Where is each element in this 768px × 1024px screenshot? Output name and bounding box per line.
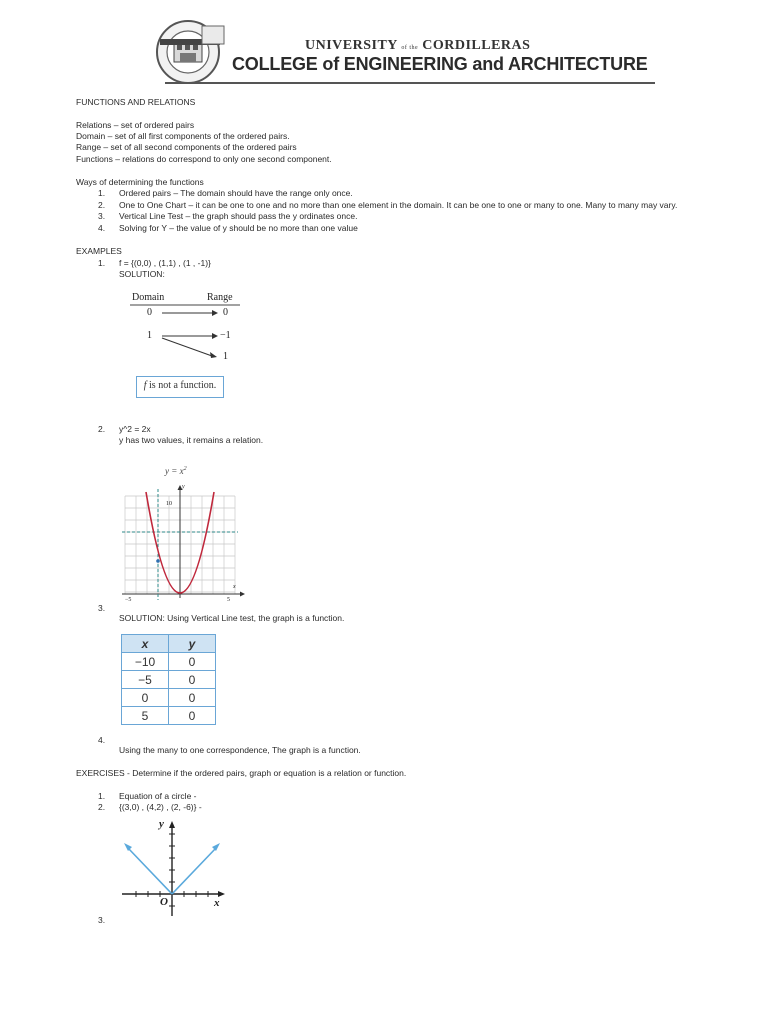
table-cell: 5 xyxy=(122,707,169,725)
example-2-number: 2. xyxy=(98,424,106,434)
example-1-solution-label: SOLUTION: xyxy=(119,269,165,279)
example-1-text: f = {(0,0) , (1,1) , (1 , -1)} xyxy=(119,258,211,268)
parabola-tick-y10: 10 xyxy=(166,501,172,507)
university-name: UNIVERSITY of the CORDILLERAS xyxy=(305,38,531,53)
graph-x-label: x xyxy=(214,897,220,909)
parabola-x-label: x xyxy=(233,584,236,590)
ways-item-text: Solving for Y – the value of y should be no more than one value xyxy=(119,223,358,233)
exercise-number: 1. xyxy=(98,791,106,801)
definition-range: Range – set of all second components of the ordered pairs xyxy=(76,142,297,152)
table-cell: 0 xyxy=(169,689,216,707)
ways-heading: Ways of determining the functions xyxy=(76,177,204,187)
not-function-callout xyxy=(136,376,224,398)
table-cell: 0 xyxy=(122,689,169,707)
table-row xyxy=(122,707,216,725)
parabola-y-label: y xyxy=(182,484,185,490)
table-cell: −5 xyxy=(122,671,169,689)
example-1-number: 1. xyxy=(98,258,106,268)
parabola-tick-xneg5: −5 xyxy=(125,597,132,603)
mapping-range-label: Range xyxy=(207,292,233,303)
table-header-row xyxy=(122,635,216,653)
header-divider xyxy=(165,82,655,84)
example-4-number: 4. xyxy=(98,735,106,745)
definition-domain: Domain – set of all first components of the ordered pairs. xyxy=(76,131,290,141)
ways-item-text: One to One Chart – it can be one to one and no more than one element in the domain. It can be one to one or many to one. Many to many may vary. xyxy=(119,200,678,210)
ways-item-number: 4. xyxy=(98,223,106,233)
parabola-tick-x5: 5 xyxy=(227,597,230,603)
xy-table xyxy=(121,634,216,725)
example-3-number: 3. xyxy=(98,603,106,613)
example-2-equation: y^2 = 2x xyxy=(119,424,151,434)
exercise-text: {(3,0) , (4,2) , (2, -6)} - xyxy=(119,802,202,812)
graph-origin-label: O xyxy=(160,896,168,908)
table-row xyxy=(122,671,216,689)
not-function-text: f is not a function. xyxy=(143,380,217,391)
table-header: y xyxy=(169,635,216,653)
exercise-text: Equation of a circle - xyxy=(119,791,197,801)
table-row xyxy=(122,689,216,707)
mapping-domain-value: 0 xyxy=(147,307,152,318)
examples-heading: EXAMPLES xyxy=(76,246,122,256)
table-header: x xyxy=(122,635,169,653)
table-cell: 0 xyxy=(169,707,216,725)
exercise-number: 2. xyxy=(98,802,106,812)
mapping-range-value: −1 xyxy=(220,330,231,341)
exercise-3-number: 3. xyxy=(98,915,106,925)
table-cell: 0 xyxy=(169,653,216,671)
graph-y-label: y xyxy=(159,818,164,830)
absolute-value-graph xyxy=(118,818,230,918)
definition-relations: Relations – set of ordered pairs xyxy=(76,120,195,130)
mapping-domain-value: 1 xyxy=(147,330,152,341)
ways-item-number: 1. xyxy=(98,188,106,198)
mapping-range-value: 0 xyxy=(223,307,228,318)
example-4-text: Using the many to one correspondence, The graph is a function. xyxy=(119,745,361,755)
table-cell: −10 xyxy=(122,653,169,671)
table-row xyxy=(122,653,216,671)
parabola-graph-title: $y = x^2$ xyxy=(165,466,187,476)
example-2-note: y has two values, it remains a relation. xyxy=(119,435,264,445)
definition-functions: Functions – relations do correspond to only one second component. xyxy=(76,154,332,164)
college-name: COLLEGE of ENGINEERING and ARCHITECTURE xyxy=(232,54,648,74)
ways-item-text: Ordered pairs – The domain should have the range only once. xyxy=(119,188,353,198)
exercises-heading: EXERCISES - Determine if the ordered pairs, graph or equation is a relation or function. xyxy=(76,768,407,778)
mapping-domain-label: Domain xyxy=(132,292,165,303)
ways-item-text: Vertical Line Test – the graph should pass the y ordinates once. xyxy=(119,211,358,221)
ways-item-number: 2. xyxy=(98,200,106,210)
example-3-solution: SOLUTION: Using Vertical Line test, the graph is a function. xyxy=(119,613,345,623)
mapping-diagram xyxy=(125,290,245,365)
ways-item-number: 3. xyxy=(98,211,106,221)
page-title: FUNCTIONS AND RELATIONS xyxy=(76,97,196,107)
mapping-range-value: 1 xyxy=(223,351,228,362)
college-seal xyxy=(150,16,230,86)
parabola-graph xyxy=(120,484,245,606)
table-cell: 0 xyxy=(169,671,216,689)
